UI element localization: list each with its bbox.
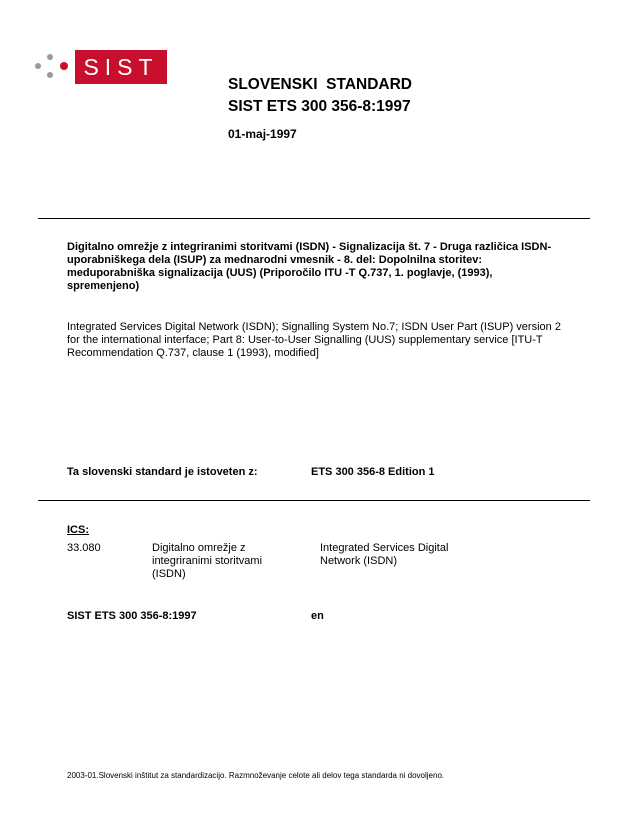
- title-slovenian: Digitalno omrežje z integriranimi storitvami (ISDN) - Signalizacija št. 7 - Druga različica ISDN-uporabniškega dela (ISUP) za mednarodni vmesnik - 8. del: Dopolnilna storitev: meduporabniška signalizacija (UUS) (Priporočilo ITU -T Q.737, 1. poglavje, (1993), spremenjeno): [67, 241, 552, 292]
- sist-logo: [35, 50, 167, 84]
- identical-label: Ta slovenski standard je istoveten z:: [67, 466, 258, 478]
- logo-dot-icon: [60, 62, 68, 70]
- standard-date: 01-maj-1997: [228, 127, 297, 141]
- standard-code: SIST ETS 300 356-8:1997: [228, 98, 411, 115]
- footer-note: 2003-01.Slovenski inštitut za standardizacijo. Razmnoževanje celote ali delov tega standarda ni dovoljeno.: [67, 771, 445, 780]
- ics-description-slovenian: Digitalno omrežje z integriranimi storitvami (ISDN): [152, 542, 263, 580]
- logo-text: SIST: [75, 50, 167, 84]
- document-code: SIST ETS 300 356-8:1997: [67, 610, 197, 622]
- identical-value: ETS 300 356-8 Edition 1: [311, 466, 435, 478]
- divider: [38, 500, 590, 501]
- logo-dot-icon: [35, 63, 41, 69]
- ics-heading: ICS:: [67, 524, 89, 536]
- standard-type: SLOVENSKI STANDARD: [228, 76, 413, 93]
- ics-code: 33.080: [67, 542, 101, 554]
- divider: [38, 218, 590, 219]
- logo-dot-icon: [47, 54, 53, 60]
- logo-dot-icon: [47, 72, 53, 78]
- ics-description-english: Integrated Services Digital Network (ISDN): [320, 542, 449, 567]
- title-english: Integrated Services Digital Network (ISDN); Signalling System No.7; ISDN User Part (ISUP) version 2 for the international interface; Part 8: User-to-User Signalling (UUS) supplementary service [ITU-T Recommendation Q.737, clause 1 (1993), modified]: [67, 321, 561, 359]
- document-language: en: [311, 610, 324, 622]
